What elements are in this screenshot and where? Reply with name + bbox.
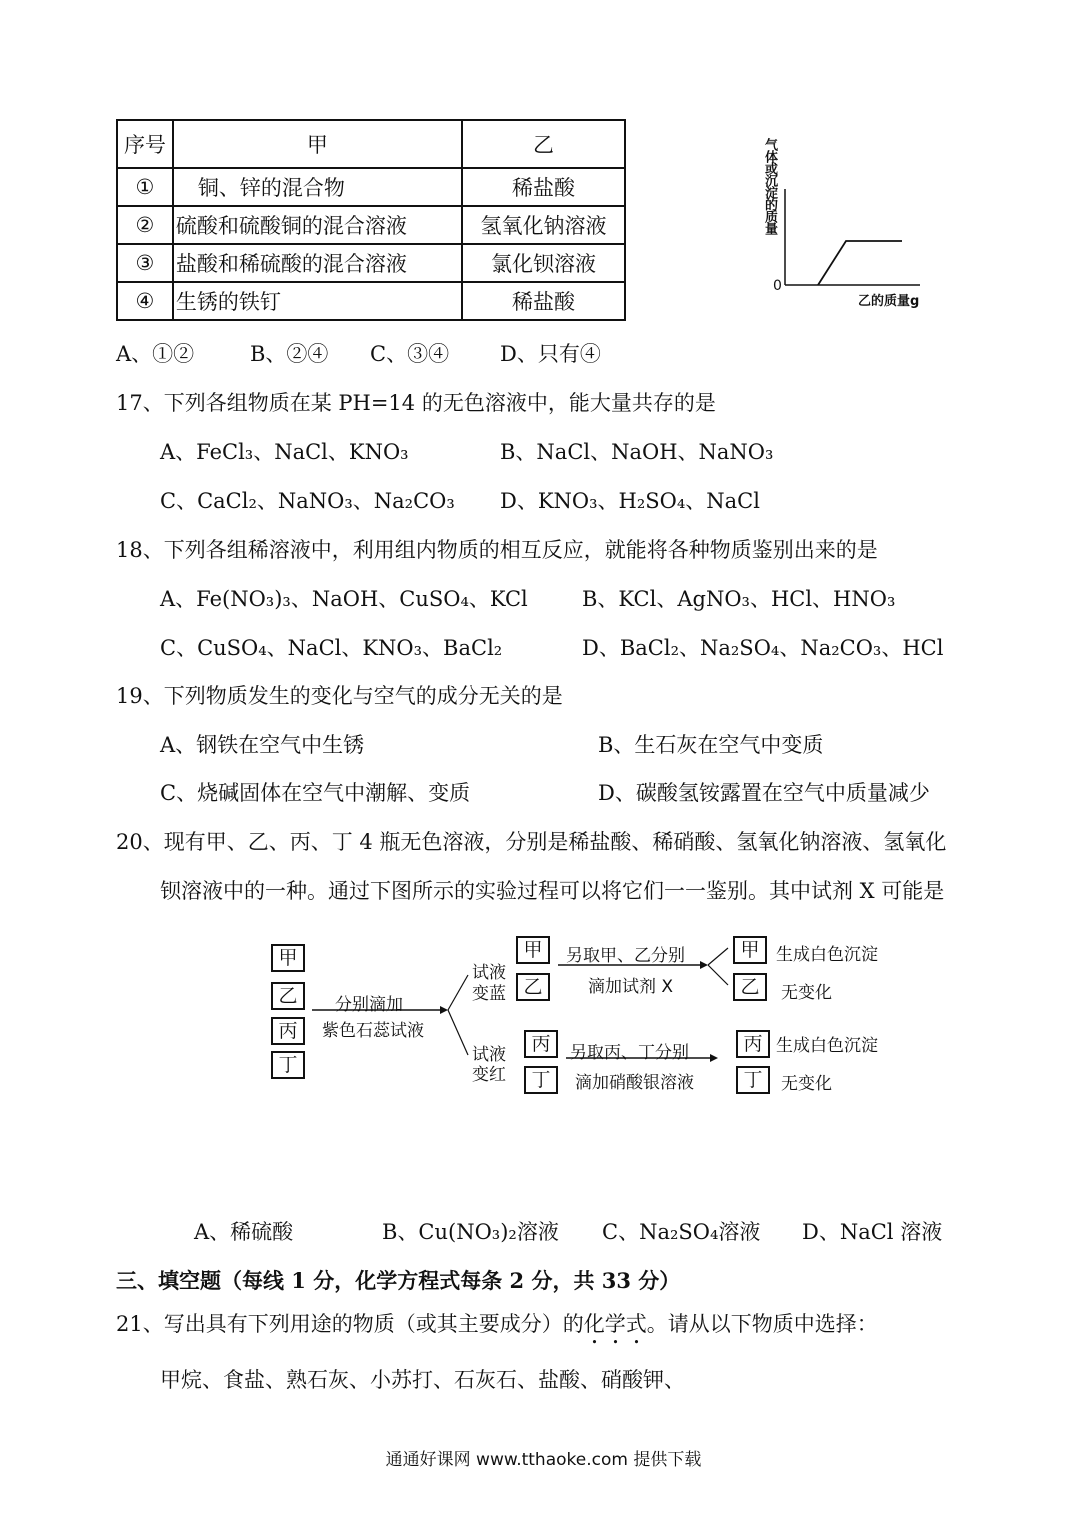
table-header-cell: 序号	[117, 120, 173, 168]
table-cell: 生锈的铁钉	[173, 282, 462, 320]
q20-option-c: C、Na₂SO₄溶液	[602, 1220, 761, 1244]
q17-option-b: B、NaCl、NaOH、NaNO₃	[500, 440, 774, 464]
graph-origin: 0	[773, 278, 782, 294]
q17-option-c: C、CaCl₂、NaNO₃、Na₂CO₃	[160, 489, 455, 513]
table-header-row	[117, 120, 625, 168]
q21-stem	[116, 1308, 878, 1349]
flow-box-yi-3: 乙	[733, 973, 767, 1001]
flow-blue-1: 试液	[472, 963, 506, 983]
table-row	[117, 282, 625, 320]
q21-substance-list: 甲烷、食盐、熟石灰、小苏打、石灰石、盐酸、硝酸钾、	[160, 1368, 685, 1392]
q16-option-d: D、只有④	[500, 342, 601, 366]
flow-step2-top: 另取甲、乙分别	[566, 946, 685, 966]
flow-step3-top: 另取丙、丁分别	[570, 1043, 689, 1063]
q18-option-a: A、Fe(NO₃)₃、NaOH、CuSO₄、KCl	[160, 587, 528, 611]
flow-box-ding: 丁	[271, 1051, 305, 1079]
flow-box-jia: 甲	[271, 944, 305, 972]
flow-box-yi: 乙	[271, 982, 305, 1010]
flow-box-ding-2: 丁	[524, 1066, 558, 1094]
page-footer: 通通好课网 www.tthaoke.com 提供下载	[385, 1450, 702, 1470]
table-cell: ③	[117, 244, 173, 282]
q17-option-a: A、FeCl₃、NaCl、KNO₃	[160, 440, 409, 464]
table-cell: 铜、锌的混合物	[173, 168, 462, 206]
q18-stem: 18、下列各组稀溶液中，利用组内物质的相互反应，就能将各种物质鉴别出来的是	[116, 538, 878, 562]
graph-ylabel: 气体或沉淀的质量	[762, 138, 777, 234]
q18-option-d: D、BaCl₂、Na₂SO₄、Na₂CO₃、HCl	[582, 636, 944, 660]
flow-step1-bottom: 紫色石蕊试液	[322, 1021, 424, 1041]
graph-axes	[770, 185, 930, 295]
q16-table-wrapper	[116, 119, 630, 327]
flow-result-white-2: 生成白色沉淀	[776, 1036, 878, 1056]
graph-xlabel: 乙的质量g	[858, 294, 920, 309]
table-header-cell: 乙	[462, 120, 625, 168]
table-cell: 稀盐酸	[462, 168, 625, 206]
flow-box-jia-2: 甲	[516, 936, 550, 964]
flow-result-none-1: 无变化	[781, 983, 832, 1003]
q19-option-d: D、碳酸氢铵露置在空气中质量减少	[598, 781, 930, 805]
flow-box-bing-2: 丙	[524, 1030, 558, 1058]
table-row	[117, 168, 625, 206]
q16-table	[116, 119, 626, 321]
table-row	[117, 206, 625, 244]
flow-step3-bottom: 滴加硝酸银溶液	[575, 1073, 694, 1093]
flow-box-yi-2: 乙	[516, 973, 550, 1001]
q21-stem-emphasis: 化学式	[583, 1312, 647, 1336]
q20-stem-line2: 钡溶液中的一种。通过下图所示的实验过程可以将它们一一鉴别。其中试剂 X 可能是	[160, 879, 945, 903]
table-cell: 盐酸和稀硫酸的混合溶液	[173, 244, 462, 282]
flow-box-ding-3: 丁	[736, 1066, 770, 1094]
table-cell: 硫酸和硫酸铜的混合溶液	[173, 206, 462, 244]
q17-stem: 17、下列各组物质在某 PH=14 的无色溶液中，能大量共存的是	[116, 391, 716, 415]
table-cell: 氯化钡溶液	[462, 244, 625, 282]
flow-blue-2: 变蓝	[472, 984, 506, 1004]
table-cell: 氢氧化钠溶液	[462, 206, 625, 244]
q21-stem-post: 。请从以下物质中选择：	[646, 1312, 878, 1336]
flow-box-bing: 丙	[271, 1017, 305, 1045]
q20-option-a: A、稀硫酸	[194, 1220, 294, 1244]
q16-option-b: B、②④	[250, 342, 329, 366]
q18-option-c: C、CuSO₄、NaCl、KNO₃、BaCl₂	[160, 636, 503, 660]
q19-option-a: A、钢铁在空气中生锈	[160, 733, 365, 757]
flow-red-2: 变红	[472, 1065, 506, 1085]
flow-result-none-2: 无变化	[781, 1074, 832, 1094]
table-row	[117, 244, 625, 282]
flow-red-1: 试液	[472, 1045, 506, 1065]
table-header-cell: 甲	[173, 120, 462, 168]
q21-stem-pre: 21、写出具有下列用途的物质（或其主要成分）的	[116, 1312, 584, 1336]
flow-step1-top: 分别滴加	[335, 995, 403, 1015]
q20-option-b: B、Cu(NO₃)₂溶液	[382, 1220, 559, 1244]
flow-result-white-1: 生成白色沉淀	[776, 945, 878, 965]
q17-option-d: D、KNO₃、H₂SO₄、NaCl	[500, 489, 760, 513]
table-cell: 稀盐酸	[462, 282, 625, 320]
q16-option-a: A、①②	[116, 342, 195, 366]
table-cell: ①	[117, 168, 173, 206]
flow-box-bing-3: 丙	[736, 1030, 770, 1058]
q19-option-b: B、生石灰在空气中变质	[598, 733, 824, 757]
flow-step2-bottom: 滴加试剂 X	[588, 977, 674, 997]
flow-box-jia-3: 甲	[733, 936, 767, 964]
table-cell: ②	[117, 206, 173, 244]
q20-stem-line1: 20、现有甲、乙、丙、丁 4 瓶无色溶液，分别是稀盐酸、稀硝酸、氢氧化钠溶液、氢氧化	[116, 830, 947, 854]
table-cell: ④	[117, 282, 173, 320]
q18-option-b: B、KCl、AgNO₃、HCl、HNO₃	[582, 587, 896, 611]
section3-heading: 三、填空题（每线 1 分，化学方程式每条 2 分，共 33 分）	[116, 1268, 681, 1293]
q20-option-d: D、NaCl 溶液	[802, 1220, 943, 1244]
q19-option-c: C、烧碱固体在空气中潮解、变质	[160, 781, 471, 805]
q16-option-c: C、③④	[370, 342, 450, 366]
q19-stem: 19、下列物质发生的变化与空气的成分无关的是	[116, 684, 563, 708]
